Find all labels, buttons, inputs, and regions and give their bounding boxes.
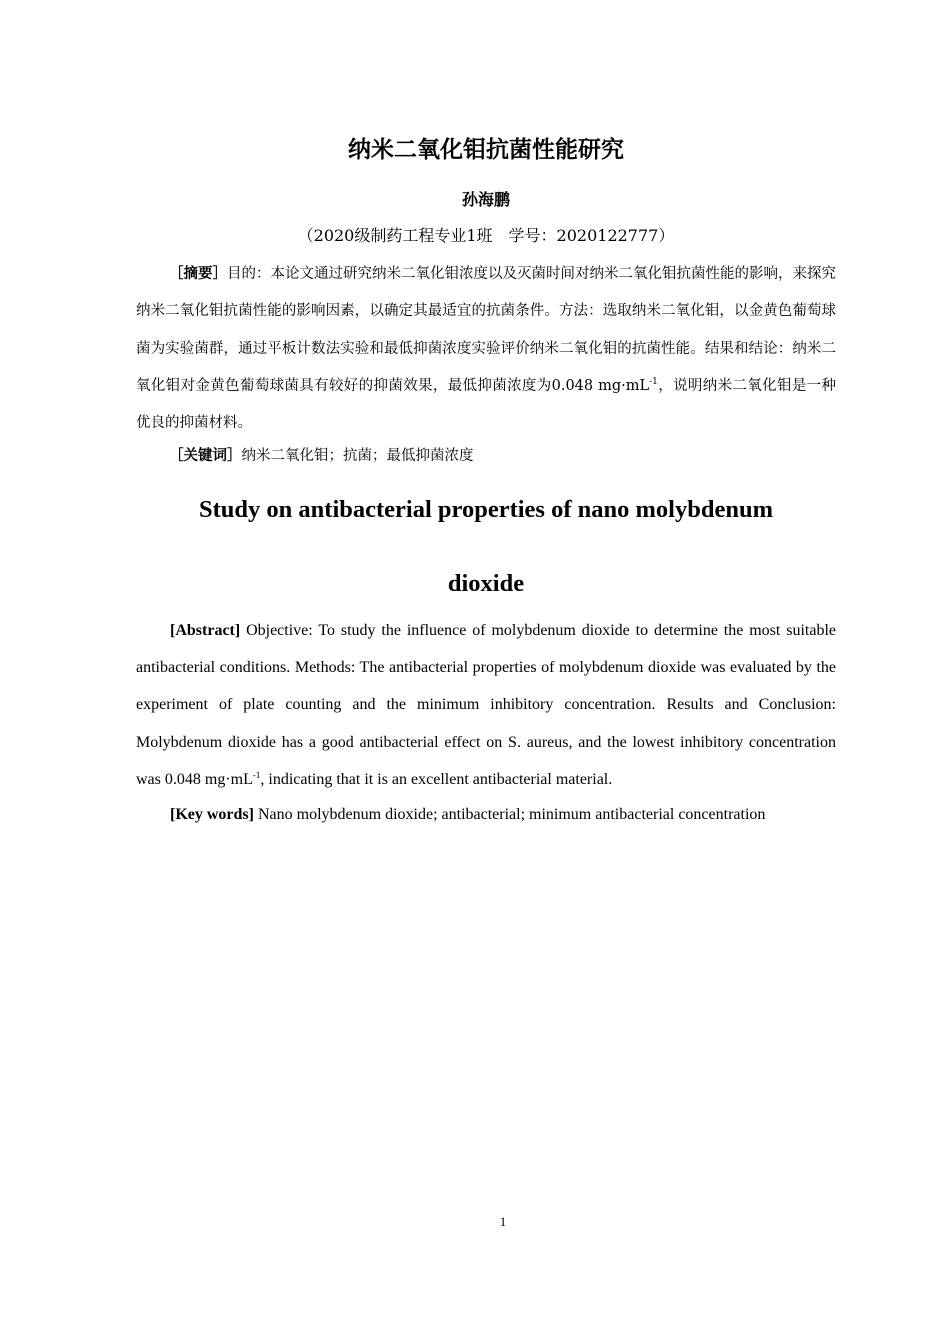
english-title-line1: Study on antibacterial properties of nano molybdenum — [199, 496, 773, 523]
author-name: 孙海鹏 — [461, 190, 510, 209]
author-affiliation: （2020级制药工程专业1班 学号：2020122777） — [297, 226, 675, 245]
english-title-line2: dioxide — [447, 570, 525, 597]
chinese-title: 纳米二氧化钼抗菌性能研究 — [348, 137, 624, 163]
chinese-abstract-superscript: -1 — [649, 376, 658, 387]
english-abstract-superscript: -1 — [252, 769, 261, 780]
english-abstract — [136, 612, 836, 798]
chinese-abstract — [136, 256, 836, 442]
chinese-keywords — [136, 440, 836, 473]
english-abstract-text: Objective: To study the influence of molybdenum dioxide to determine the most suitable antibacterial conditions. Methods: The antibacterial properties of molybdenum dioxide was evaluated by the experiment of plate counting and the minimum inhibitory concentration. Results and Conclusion: Molybdenum dioxide has a good antibacterial effect on S. aureus, and the lowest inhibitory concentration was 0.048 mg·mL — [136, 622, 836, 788]
english-keywords-text: Nano molybdenum dioxide; antibacterial; minimum antibacterial concentration — [253, 806, 766, 823]
chinese-keywords-label: ［关键词］ — [169, 448, 242, 464]
chinese-abstract-text: 目的：本论文通过研究纳米二氧化钼浓度以及灭菌时间对纳米二氧化钼抗菌性能的影响，来探究纳米二氧化钼抗菌性能的影响因素，以确定其最适宜的抗菌条件。方法：选取纳米二氧化钼，以金黄色葡萄球菌为实验菌群，通过平板计数法实验和最低抑菌浓度实验评价纳米二氧化钼的抗菌性能。结果和结论：纳米二氧化钼对金黄色葡萄球菌具有较好的抑菌效果，最低抑菌浓度为0.048 mg·mL — [136, 266, 836, 394]
english-keywords — [136, 798, 836, 831]
english-title — [160, 473, 812, 621]
english-abstract-label: [Abstract] — [170, 622, 241, 639]
page-number: 1 — [499, 1214, 507, 1229]
chinese-abstract-label: ［摘要］ — [169, 266, 227, 282]
english-abstract-tail: , indicating that it is an excellent antibacterial material. — [260, 770, 613, 788]
chinese-abstract-tail: ，说明纳米二氧化钼是一种优良的抑菌材料。 — [136, 377, 837, 432]
english-keywords-label: [Key words] — [170, 806, 254, 823]
chinese-keywords-text: 纳米二氧化钼；抗菌；最低抑菌浓度 — [241, 448, 474, 464]
